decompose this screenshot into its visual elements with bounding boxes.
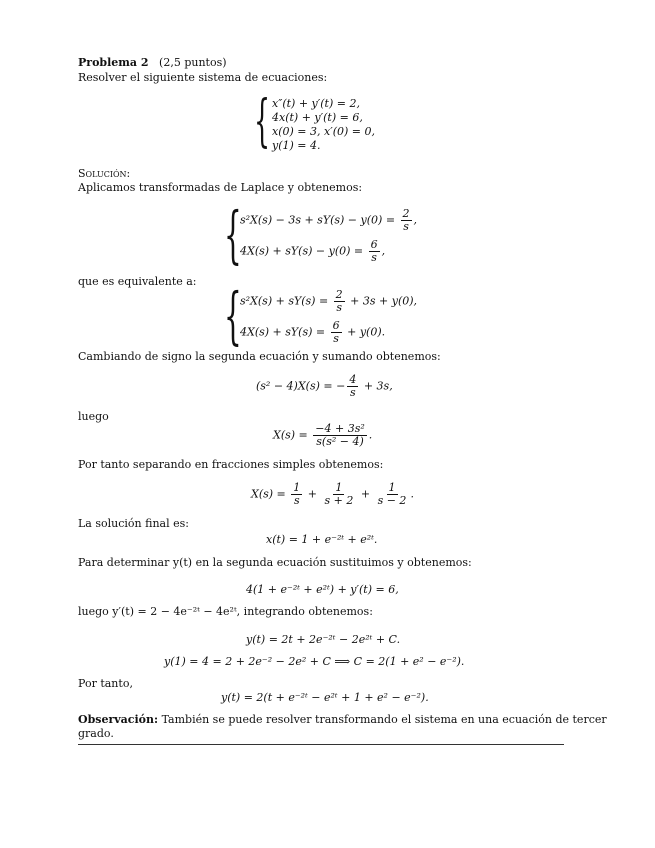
system-eq-2: 4x(t) + y′(t) = 6, <box>272 111 363 124</box>
substituted-equation: 4(1 + e⁻²ᵗ + e²ᵗ) + y′(t) = 6, <box>246 583 399 596</box>
observation-line-1: Observación: También se puede resolver transformando el sistema en una ecuación de tercer <box>78 713 607 726</box>
luego-text: luego <box>78 410 109 423</box>
solution-intro: Aplicamos transformadas de Laplace y obtenemos: <box>78 181 363 194</box>
fraction: $\frac{4}{s}$ <box>349 373 357 399</box>
x-solution: x(t) = 1 + e⁻²ᵗ + e²ᵗ. <box>266 533 378 546</box>
fraction: $\frac{6}{s}$ <box>332 319 340 345</box>
fraction: $\frac{1}{s}$ <box>293 481 301 507</box>
problem-points: (2,5 puntos) <box>159 56 227 69</box>
laplace-row-2: 4X(s) + sY(s) − y(0) = $\frac{6}{s}$ , <box>240 238 386 264</box>
problem-heading <box>78 56 227 70</box>
xs-equation: X(s) = $\frac{\text{−4 + 3s²}}{\text{s(s² − 4)}}$ . <box>273 422 373 448</box>
problem-title: Problema 2 <box>78 56 149 69</box>
equiv-row-1: s²X(s) + sY(s) = $\frac{2}{s}$ + 3s + y(0), <box>240 288 418 314</box>
por-tanto-text: Por tanto, <box>78 677 133 690</box>
equiv-text: que es equivalente a: <box>78 275 197 288</box>
partial-fractions: X(s) = $\frac{1}{s}$ + $\frac{1}{s + 2}$ + $\frac{1}{s - 2}$ . <box>251 481 414 507</box>
partial-text: Por tanto separando en fracciones simples obtenemos: <box>78 458 384 471</box>
fraction: $\frac{\text{−4 + 3s²}}{\text{s(s² − 4)}}$ <box>315 422 365 448</box>
bottom-rule <box>78 744 564 745</box>
system-eq-4: y(1) = 4. <box>272 139 321 152</box>
change-sign-text: Cambiando de signo la segunda ecuación y sumando obtenemos: <box>78 350 441 363</box>
laplace-brace: { <box>224 198 242 271</box>
observation-label: Observación: <box>78 713 159 726</box>
fraction: $\frac{6}{s}$ <box>370 238 378 264</box>
final-text: La solución final es: <box>78 517 189 530</box>
fraction: $\frac{2}{s}$ <box>402 207 410 233</box>
yprime-text: luego y′(t) = 2 − 4e⁻²ᵗ − 4e²ᵗ, integrando obtenemos: <box>78 605 373 618</box>
y-final: y(t) = 2(t + e⁻²ᵗ − e²ᵗ + 1 + e² − e⁻²). <box>221 691 429 704</box>
y-condition: y(1) = 4 = 2 + 2e⁻² − 2e² + C ⟹ C = 2(1 + e² − e⁻²). <box>164 655 465 668</box>
eq-sum: (s² − 4)X(s) = − $\frac{4}{s}$ + 3s, <box>256 373 393 399</box>
observation-line-2: grado. <box>78 727 114 740</box>
solution-label: Solución: <box>78 167 131 180</box>
fraction: $\frac{1}{s - 2}$ <box>377 481 407 507</box>
equiv-row-2: 4X(s) + sY(s) = $\frac{6}{s}$ + y(0). <box>240 319 386 345</box>
system-eq-3: x(0) = 3, x′(0) = 0, <box>272 125 375 138</box>
problem-statement: Resolver el siguiente sistema de ecuaciones: <box>78 71 328 84</box>
equiv-brace: { <box>224 279 242 352</box>
y-determine-text: Para determinar y(t) en la segunda ecuación sustituimos y obtenemos: <box>78 556 472 569</box>
fraction: $\frac{1}{s + 2}$ <box>324 481 354 507</box>
system-eq-1: x″(t) + y′(t) = 2, <box>272 97 360 110</box>
laplace-row-1: s²X(s) − 3s + sY(s) − y(0) = $\frac{2}{s}$ , <box>240 207 418 233</box>
fraction: $\frac{2}{s}$ <box>335 288 343 314</box>
system-brace: { <box>254 89 271 154</box>
y-general: y(t) = 2t + 2e⁻²ᵗ − 2e²ᵗ + C. <box>246 633 401 646</box>
